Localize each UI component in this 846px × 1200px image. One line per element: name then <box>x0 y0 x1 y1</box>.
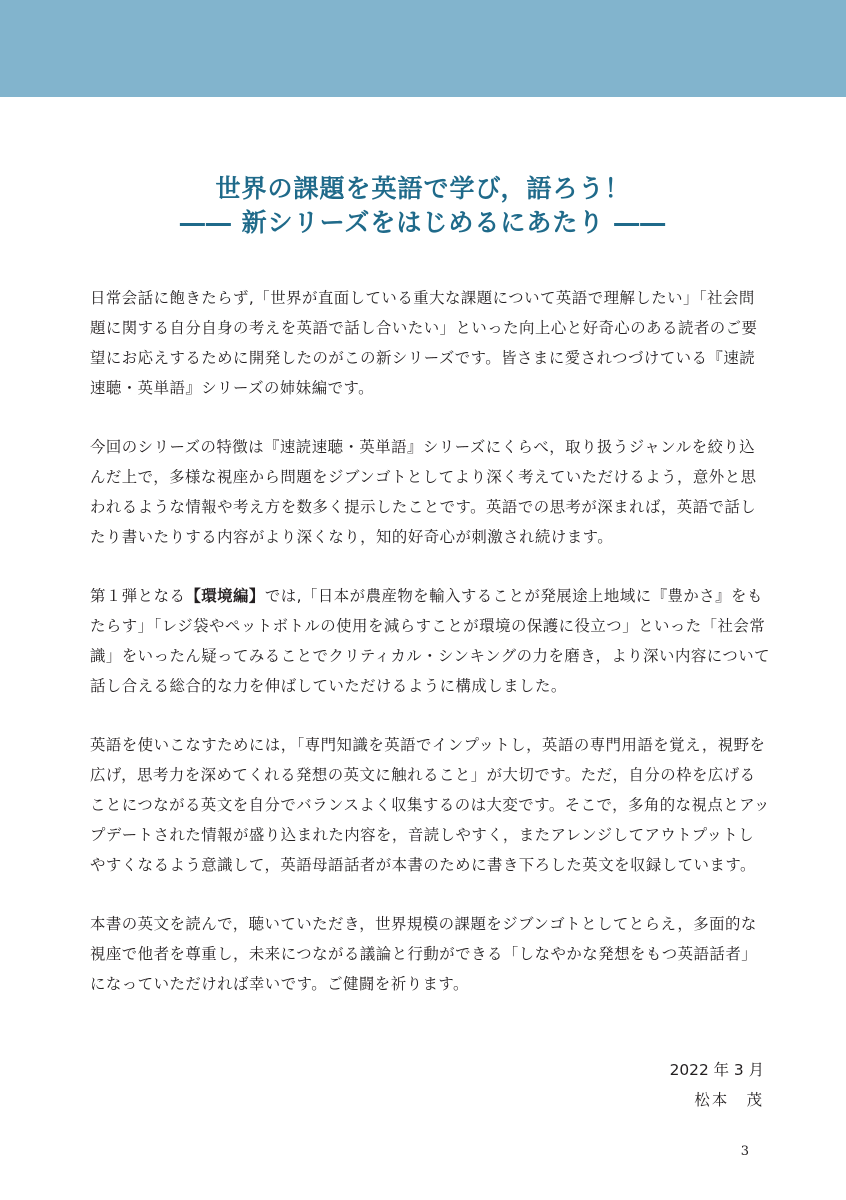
paragraph-1: 日常会話に飽きたらず,「世界が直面している重大な課題について英語で理解したい」「社会問題に関する自分自身の考えを英語で話し合いたい」といった向上心と好奇心のある読者のご要望にお応えするために開発したのがこの新シリーズです。皆さまに愛されつづけている『速読速聴・英単語』シリーズの姉妹編です。 <box>90 289 758 397</box>
header-band <box>0 0 846 97</box>
paragraph-3 <box>90 581 770 701</box>
paragraph-3-rest: では,「日本が農産物を輸入することが発展途上地域に『豊かさ』をもたらす」「レジ袋やペットボトルの使用を減らすことが環境の保護に役立つ」といった「社会常識」をいったん疑ってみることでクリティカル・シンキングの力を磨き，より深い内容について話し合える総合的な力を伸ばしていただけるように構成しました。 <box>90 587 770 695</box>
paragraph-3-start: 第１弾となる <box>90 587 186 605</box>
paragraph-2: 今回のシリーズの特徴は『速読速聴・英単語』シリーズにくらべ，取り扱うジャンルを絞り込んだ上で，多様な視座から問題をジブンゴトとしてより深く考えていただけるよう，意外と思われるような情報や考え方を数多く提示したことです。英語での思考が深まれば，英語で話したり書いたりする内容がより深くなり，知的好奇心が刺激され続けます。 <box>90 438 757 546</box>
paragraph-4: 英語を使いこなすためには，「専門知識を英語でインプットし，英語の専門用語を覚え，視野を広げ，思考力を深めてくれる発想の英文に触れること」が大切です。ただ，自分の枠を広げることにつながる英文を自分でバランスよく収集するのは大変です。そこで，多角的な視点とアップデートされた情報が盛り込まれた内容を，音読しやすく，またアレンジしてアウトプットしやすくなるよう意識して，英語母語話者が本書のために書き下ろした英文を収録しています。 <box>90 736 770 874</box>
page-subtitle: ―― 新シリーズをはじめるにあたり ―― <box>179 208 667 237</box>
body-text <box>90 283 770 1028</box>
paragraph-5: 本書の英文を読んで，聴いていただき，世界規模の課題をジブンゴトとしてとらえ，多面的な視座で他者を尊重し，未来につながる議論と行動ができる「しなやかな発想をもつ英語話者」になっていただければ幸いです。ご健闘を祈ります。 <box>90 915 758 993</box>
series-name-highlight: 【環境編】 <box>185 587 265 605</box>
signature-date: 2022 年 3 月 <box>669 1061 764 1079</box>
page-title: 世界の課題を英語で学び，語ろう！ <box>215 174 631 203</box>
signature-name: 松本 茂 <box>694 1091 764 1109</box>
page-number: 3 <box>740 1144 749 1159</box>
